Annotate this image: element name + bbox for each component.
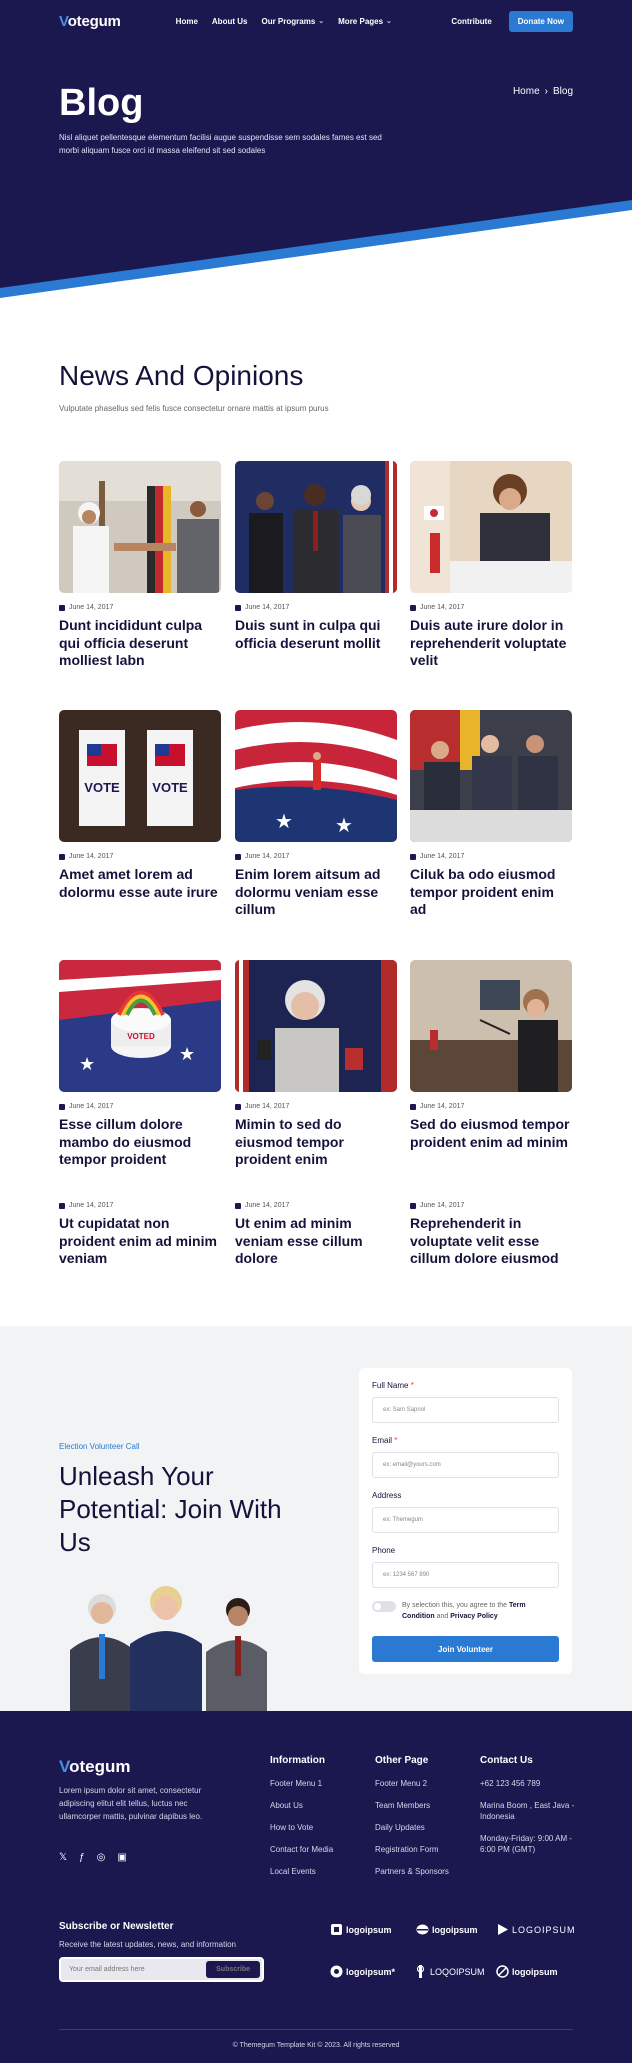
calendar-icon xyxy=(235,1203,241,1209)
post-title[interactable]: Ut enim ad minim veniam esse cillum dolore xyxy=(235,1215,363,1266)
address-label: Address xyxy=(372,1491,402,1500)
calendar-icon xyxy=(410,1203,416,1209)
hero-section xyxy=(0,0,632,300)
partner-mark-icon xyxy=(330,1965,343,1978)
speaker-photo[interactable] xyxy=(235,960,397,1092)
handshake-photo[interactable] xyxy=(59,461,221,593)
newsletter-form xyxy=(59,1957,264,1982)
consent-toggle[interactable] xyxy=(372,1601,396,1612)
svg-text:★: ★ xyxy=(179,1044,196,1064)
post-date xyxy=(59,1103,221,1110)
post-date-text: June 14, 2017 xyxy=(420,604,465,611)
facebook-icon[interactable]: ƒ xyxy=(79,1852,85,1863)
news-card[interactable] xyxy=(410,710,572,919)
contact-column xyxy=(480,1755,575,1866)
volunteer-form xyxy=(359,1368,572,1674)
footer-link[interactable]: Partners & Sponsors xyxy=(375,1867,449,1876)
post-title[interactable]: Dunt incididunt culpa qui officia deserunt molliest labn xyxy=(59,617,203,668)
top-navigation xyxy=(59,10,573,32)
post-date-text: June 14, 2017 xyxy=(69,1202,114,1209)
footer-link[interactable]: Daily Updates xyxy=(375,1823,425,1832)
consent-row xyxy=(372,1600,559,1622)
contribute-link[interactable]: Contribute xyxy=(451,16,492,26)
footer-link[interactable]: Footer Menu 1 xyxy=(270,1779,323,1788)
footer-link[interactable]: How to Vote xyxy=(270,1823,314,1832)
contact-phone[interactable]: +62 123 456 789 xyxy=(480,1779,541,1788)
term-condition-link[interactable]: Term Condition xyxy=(402,1602,526,1620)
news-card[interactable] xyxy=(59,710,221,901)
email-label: Email * xyxy=(372,1436,398,1445)
join-volunteer-button[interactable]: Join Volunteer xyxy=(372,1636,559,1662)
post-title[interactable]: Enim lorem aitsum ad dolormu veniam esse cillum xyxy=(235,866,381,917)
news-card[interactable] xyxy=(235,1202,397,1268)
news-card[interactable] xyxy=(59,960,221,1169)
partner-logo-text: LOGOIPSUM xyxy=(512,1924,576,1935)
nav-home[interactable]: Home xyxy=(175,16,198,26)
breadcrumb-current: Blog xyxy=(552,86,573,97)
linkedin-icon[interactable]: ▣ xyxy=(117,1852,127,1863)
post-date-text: June 14, 2017 xyxy=(420,853,465,860)
post-date xyxy=(235,1103,397,1110)
post-title[interactable]: Reprehenderit in voluptate velit esse cillum dolore eiusmod xyxy=(410,1215,559,1266)
post-date xyxy=(235,1202,397,1209)
newsletter-email-input[interactable]: Your email address here xyxy=(69,1966,145,1973)
footer-divider xyxy=(59,2029,573,2030)
vote-booths-photo[interactable] xyxy=(59,710,221,842)
partner-mark-icon xyxy=(416,1923,429,1936)
social-links xyxy=(59,1852,127,1863)
post-date xyxy=(235,853,397,860)
news-header xyxy=(59,360,329,413)
post-date xyxy=(410,1202,572,1209)
consent-text: By selection this, you agree to the Term Condition and Privacy Policy xyxy=(402,1602,526,1620)
partner-logo-text: logoipsum xyxy=(512,1966,558,1977)
post-title[interactable]: Amet amet lorem ad dolormu esse aute irure xyxy=(59,866,218,900)
news-title: News And Opinions xyxy=(59,360,304,391)
news-card[interactable] xyxy=(235,710,397,919)
volunteer-kicker: Election Volunteer Call xyxy=(59,1442,140,1451)
svg-text:VOTE: VOTE xyxy=(84,780,120,795)
chevron-down-icon: ⌄ xyxy=(386,18,392,25)
post-title[interactable]: Esse cillum dolore mambo do eiusmod tempor proident xyxy=(59,1116,192,1167)
partner-logo-text: LOQOIPSUM xyxy=(430,1966,485,1977)
calendar-icon xyxy=(59,854,65,860)
footer-link[interactable]: Footer Menu 2 xyxy=(375,1779,428,1788)
partner-mark-icon xyxy=(496,1923,509,1936)
nav-our-programs-label: Our Programs xyxy=(261,16,316,26)
partner-logo[interactable] xyxy=(496,1923,576,1936)
nav-our-programs[interactable] xyxy=(261,17,324,26)
footer xyxy=(0,1711,632,2063)
flag-figure-photo[interactable] xyxy=(235,710,397,842)
subscribe-button[interactable]: Subscribe xyxy=(206,1961,260,1978)
partner-logo[interactable] xyxy=(496,1965,558,1978)
calendar-icon xyxy=(59,1104,65,1110)
svg-text:VOTED: VOTED xyxy=(127,1032,155,1041)
partner-mark-icon xyxy=(330,1923,343,1936)
partner-mark-icon xyxy=(496,1965,509,1978)
contact-address: Marina Boom , East Java - Indonesia xyxy=(480,1801,575,1821)
contact-title: Contact Us xyxy=(480,1755,533,1766)
nav-about-us[interactable]: About Us xyxy=(211,16,248,26)
svg-text:★: ★ xyxy=(335,815,353,837)
calendar-icon xyxy=(59,605,65,611)
post-title[interactable]: Ut cupidatat non proident enim ad minim veniam xyxy=(59,1215,217,1266)
news-card[interactable] xyxy=(235,461,397,652)
girl-speech-photo[interactable] xyxy=(410,960,572,1092)
contact-hours: Monday-Friday: 9:00 AM - 6:00 PM (GMT) xyxy=(480,1834,573,1854)
footer-description: Lorem ipsum dolor sit amet, consectetur adipiscing elitut elit tellus, luctus nec ullamcorper mattis, pulvinar dapibus leo. xyxy=(59,1786,203,1821)
news-subtitle: Vulputate phasellus sed felis fusce consectetur ornare mattis at ipsum purus xyxy=(59,404,329,413)
page-subtitle: Nisl aliquet pellentesque elementum facilisi augue suspendisse sem sodales fames est sed morbi aliquam fusce orci id massa eleifend sit sed sodales xyxy=(59,133,382,155)
calendar-icon xyxy=(410,605,416,611)
address-field[interactable]: ex: Themegum xyxy=(372,1507,559,1533)
partner-logo-text: logoipsum xyxy=(346,1924,392,1935)
breadcrumb-separator-icon: › xyxy=(544,86,548,97)
post-title[interactable]: Duis aute irure dolor in reprehenderit voluptate velit xyxy=(410,617,567,668)
post-date xyxy=(410,853,572,860)
phone-label: Phone xyxy=(372,1546,396,1555)
post-date-text: June 14, 2017 xyxy=(420,1103,465,1110)
calendar-icon xyxy=(235,605,241,611)
post-date-text: June 14, 2017 xyxy=(69,853,114,860)
conference-photo[interactable] xyxy=(410,710,572,842)
partner-logo[interactable] xyxy=(416,1923,478,1936)
candidates-photo xyxy=(62,1580,267,1711)
breadcrumb-home[interactable]: Home xyxy=(512,86,540,97)
footer-logo[interactable]: Votegum xyxy=(59,1757,131,1776)
news-card[interactable] xyxy=(410,960,572,1151)
post-title[interactable]: Mimin to sed do eiusmod tempor proident enim xyxy=(235,1116,344,1167)
footer-link[interactable]: Registration Form xyxy=(375,1845,439,1854)
post-date-text: June 14, 2017 xyxy=(420,1202,465,1209)
post-date-text: June 14, 2017 xyxy=(245,604,290,611)
site-logo[interactable]: Votegum xyxy=(59,12,121,30)
post-date xyxy=(235,604,397,611)
nav-more-pages[interactable] xyxy=(338,17,392,26)
post-title[interactable]: Duis sunt in culpa qui officia deserunt mollit xyxy=(235,617,381,651)
post-title[interactable]: Sed do eiusmod tempor proident enim ad minim xyxy=(410,1116,570,1150)
volunteer-section xyxy=(0,1326,632,1711)
breadcrumb xyxy=(513,86,573,97)
footer-link[interactable]: Local Events xyxy=(270,1867,316,1876)
post-date-text: June 14, 2017 xyxy=(245,1202,290,1209)
newsletter-text: Receive the latest updates, news, and information xyxy=(59,1940,236,1949)
nav-more-pages-label: More Pages xyxy=(338,16,384,26)
post-date-text: June 14, 2017 xyxy=(245,853,290,860)
voted-stickers-photo[interactable] xyxy=(59,960,221,1092)
newsletter-title: Subscribe or Newsletter xyxy=(59,1921,174,1932)
post-date-text: June 14, 2017 xyxy=(245,1103,290,1110)
post-date xyxy=(59,1202,221,1209)
information-title: Information xyxy=(270,1755,325,1766)
post-date xyxy=(410,1103,572,1110)
partner-logo[interactable] xyxy=(330,1923,392,1936)
news-card[interactable] xyxy=(235,960,397,1169)
politicians-photo[interactable] xyxy=(235,461,397,593)
calendar-icon xyxy=(235,1104,241,1110)
partner-logo[interactable] xyxy=(330,1965,395,1978)
volunteer-title: Unleash Your Potential: Join With Us xyxy=(59,1461,282,1557)
post-title[interactable]: Ciluk ba odo eiusmod tempor proident enim ad xyxy=(410,866,556,917)
post-date xyxy=(410,604,572,611)
news-card[interactable] xyxy=(59,461,221,670)
privacy-policy-link[interactable]: Privacy Policy xyxy=(450,1613,498,1620)
newsletter xyxy=(59,1921,264,1982)
main-menu xyxy=(176,17,392,26)
post-date xyxy=(59,853,221,860)
donate-now-button[interactable]: Donate Now xyxy=(509,11,573,32)
signing-photo[interactable] xyxy=(410,461,572,593)
svg-text:★: ★ xyxy=(79,1054,96,1074)
other-page-title: Other Page xyxy=(375,1755,429,1766)
svg-text:VOTE: VOTE xyxy=(152,780,188,795)
calendar-icon xyxy=(410,1104,416,1110)
post-date-text: June 14, 2017 xyxy=(69,1103,114,1110)
chevron-down-icon: ⌄ xyxy=(318,18,325,25)
email-field[interactable]: ex: email@yours.com xyxy=(372,1452,559,1478)
partner-logo-text: logoipsum* xyxy=(346,1966,395,1977)
news-card[interactable] xyxy=(410,461,572,670)
svg-text:★: ★ xyxy=(275,811,293,833)
news-card[interactable] xyxy=(59,1202,221,1268)
instagram-icon[interactable]: ◎ xyxy=(96,1852,106,1863)
partner-mark-icon xyxy=(414,1965,427,1978)
calendar-icon xyxy=(235,854,241,860)
partner-logo-text: logoipsum xyxy=(432,1924,478,1935)
news-card[interactable] xyxy=(410,1202,572,1268)
copyright: © Themegum Template Kit © 2023. All rights reserved xyxy=(232,2042,400,2049)
calendar-icon xyxy=(59,1203,65,1209)
footer-link[interactable]: About Us xyxy=(270,1801,303,1810)
partner-logo[interactable] xyxy=(414,1965,485,1978)
footer-link[interactable]: Team Members xyxy=(375,1801,431,1810)
phone-field[interactable]: ex: 1234 567 890 xyxy=(372,1562,559,1588)
information-column xyxy=(270,1755,333,1888)
post-date-text: June 14, 2017 xyxy=(69,604,114,611)
twitter-icon[interactable]: 𝕏 xyxy=(59,1852,68,1863)
footer-link[interactable]: Contact for Media xyxy=(270,1845,334,1854)
post-date xyxy=(59,604,221,611)
page-title: Blog xyxy=(59,82,144,124)
calendar-icon xyxy=(410,854,416,860)
full-name-label: Full Name * xyxy=(372,1381,414,1390)
other-page-column xyxy=(375,1755,449,1888)
full-name-field[interactable]: ex: Sam Sapnol xyxy=(372,1397,559,1423)
